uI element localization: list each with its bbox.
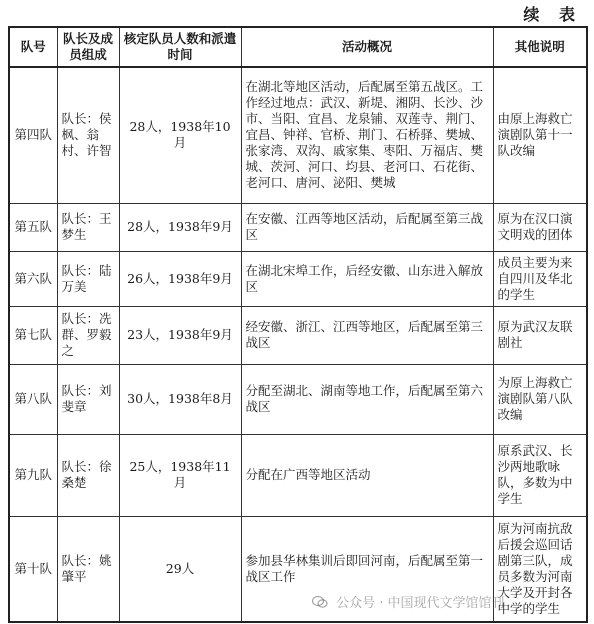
team-cell: 第十队 — [9, 516, 57, 622]
header-count: 核定队员人数和派遣时间 — [119, 27, 241, 67]
table-row — [9, 203, 587, 251]
note-cell: 原为武汉友联剧社 — [493, 306, 587, 364]
count-cell: 26人，1938年9月 — [119, 251, 241, 306]
table-row — [9, 364, 587, 434]
team-cell: 第七队 — [9, 306, 57, 364]
table-row — [9, 434, 587, 516]
leader-cell: 队长：冼群、罗毅之 — [57, 306, 119, 364]
header-note: 其他说明 — [493, 27, 587, 67]
team-table — [8, 26, 588, 623]
activity-cell: 参加县华林集训后即回河南，后配属至第一战区工作 — [241, 516, 493, 622]
continued-label: 续 表 — [523, 5, 582, 24]
count-cell: 30人，1938年8月 — [119, 364, 241, 434]
note-cell: 为原上海救亡演剧队第八队改编 — [493, 364, 587, 434]
note-cell: 原为河南抗敌后援会巡回话剧第三队，成员多数为河南大学及开封各中学的学生 — [493, 516, 587, 622]
count-cell: 28人，1938年9月 — [119, 203, 241, 251]
table-row — [9, 67, 587, 203]
watermark — [312, 592, 505, 613]
team-cell: 第五队 — [9, 203, 57, 251]
leader-cell: 队长：姚肇平 — [57, 516, 119, 622]
team-cell: 第六队 — [9, 251, 57, 306]
activity-cell: 经安徽、浙江、江西等地区，后配属至第三战区 — [241, 306, 493, 364]
watermark-text: 公众号 · 中国现代文学馆馆刊 — [336, 596, 505, 611]
leader-cell: 队长：王梦生 — [57, 203, 119, 251]
table-header-row — [9, 27, 587, 67]
note-cell: 原系武汉、长沙两地歌咏队，多数为中学生 — [493, 434, 587, 516]
count-cell: 23人，1938年9月 — [119, 306, 241, 364]
count-cell: 25人，1938年11月 — [119, 434, 241, 516]
leader-cell: 队长：侯枫、翁村、许智 — [57, 67, 119, 203]
activity-cell: 在安徽、江西等地区活动，后配属至第三战区 — [241, 203, 493, 251]
table-row — [9, 251, 587, 306]
leader-cell: 队长：陆万美 — [57, 251, 119, 306]
header-team: 队号 — [9, 27, 57, 67]
table-row — [9, 306, 587, 364]
count-cell: 29人 — [119, 516, 241, 622]
team-cell: 第九队 — [9, 434, 57, 516]
header-activity: 活动概况 — [241, 27, 493, 67]
count-cell: 28人，1938年10月 — [119, 67, 241, 203]
leader-cell: 队长：徐桑楚 — [57, 434, 119, 516]
team-cell: 第八队 — [9, 364, 57, 434]
activity-cell: 在湖北宋埠工作，后经安徽、山东进入解放区 — [241, 251, 493, 306]
activity-cell: 分配在广西等地区活动 — [241, 434, 493, 516]
note-cell: 成员主要为来自四川及华北的学生 — [493, 251, 587, 306]
note-cell: 由原上海救亡演剧队第十一队改编 — [493, 67, 587, 203]
activity-cell: 分配至湖北、湖南等地工作，后配属至第六战区 — [241, 364, 493, 434]
note-cell: 原为在汉口演文明戏的团体 — [493, 203, 587, 251]
leader-cell: 队长：刘斐章 — [57, 364, 119, 434]
activity-cell: 在湖北等地区活动，后配属至第五战区。工作经过地点：武汉、新堤、湘阴、长沙、沙市、当阳、宜昌、龙泉铺、双莲寺、荆门、宜昌、钟祥、官桥、荆门、石桥驿、樊城、张家湾、双沟、戚家集、枣阳、万福店、樊城、茨河、河口、均县、老河口、石花街、老河口、唐河、泌阳、樊城 — [241, 67, 493, 203]
header-leader: 队长及成员组成 — [57, 27, 119, 67]
team-cell: 第四队 — [9, 67, 57, 203]
wechat-icon — [312, 595, 328, 613]
